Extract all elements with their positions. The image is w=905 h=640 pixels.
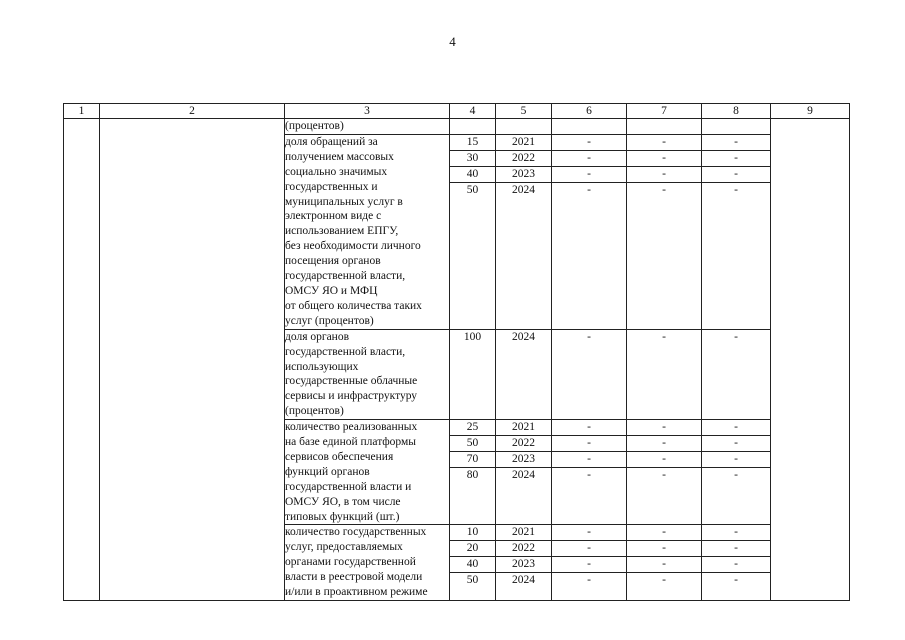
target-value-cell xyxy=(450,525,496,601)
col6-value: - xyxy=(587,183,591,196)
col7-value: - xyxy=(627,525,701,541)
col6-value: - xyxy=(552,151,626,167)
col6-value-cell xyxy=(552,525,627,601)
indicator-line: доля органов xyxy=(285,330,350,343)
col8-value: - xyxy=(734,183,738,196)
col7-value-cell xyxy=(627,420,702,525)
col8-value: - xyxy=(702,436,770,452)
col9-cell xyxy=(771,119,850,601)
col8-value-cell xyxy=(702,420,771,525)
table-body xyxy=(64,104,850,601)
target-value-cell xyxy=(450,119,496,135)
page-number: 4 xyxy=(449,34,456,49)
year: 2024 xyxy=(512,330,535,343)
col7-value: - xyxy=(627,167,701,183)
indicator-line: государственной власти, xyxy=(285,270,406,283)
col6-value: - xyxy=(587,330,591,343)
indicator-line: получением массовых xyxy=(285,150,394,163)
year: 2021 xyxy=(496,420,551,436)
indicator-line: ОМСУ ЯО, в том числе xyxy=(285,495,401,508)
year-cell xyxy=(496,119,552,135)
indicator-line: ОМСУ ЯО и МФЦ xyxy=(285,284,378,297)
indicator-line: услуг (процентов) xyxy=(285,314,374,327)
col7-value-cell xyxy=(627,525,702,601)
indicator-line: использующих xyxy=(285,360,359,373)
column-header: 7 xyxy=(627,104,702,119)
target-value: 20 xyxy=(450,541,495,557)
col7-value: - xyxy=(627,420,701,436)
col7-value: - xyxy=(627,151,701,167)
year: 2022 xyxy=(496,151,551,167)
target-value: 40 xyxy=(450,167,495,183)
column-header: 9 xyxy=(771,104,850,119)
column-header: 5 xyxy=(496,104,552,119)
col1-cell xyxy=(64,119,100,601)
col7-value: - xyxy=(627,557,701,573)
indicator-line: использованием ЕПГУ, xyxy=(285,225,399,238)
indicator-line: электронном виде с xyxy=(285,210,382,223)
indicator-line: посещения органов xyxy=(285,255,381,268)
indicator-line: социально значимых xyxy=(285,165,388,178)
target-value: 30 xyxy=(450,151,495,167)
col8-value: - xyxy=(702,557,770,573)
col8-value: - xyxy=(702,541,770,557)
indicator-line: услуг, предоставляемых xyxy=(285,541,403,554)
column-header: 1 xyxy=(64,104,100,119)
column-number-row xyxy=(64,104,850,119)
year: 2022 xyxy=(496,436,551,452)
col7-value: - xyxy=(627,436,701,452)
target-value: 100 xyxy=(463,330,482,343)
col8-value: - xyxy=(702,452,770,468)
col7-value-cell xyxy=(627,329,702,419)
col8-value-cell xyxy=(702,525,771,601)
indicator-line: от общего количества таких xyxy=(285,299,422,312)
indicator-line: количество реализованных xyxy=(285,421,418,434)
indicator-line: сервисов обеспечения xyxy=(285,450,394,463)
col7-value-cell xyxy=(627,119,702,135)
indicator-line: (процентов) xyxy=(285,120,344,132)
col7-value: - xyxy=(662,574,666,587)
col8-value: - xyxy=(734,468,738,481)
col7-value: - xyxy=(627,135,701,151)
col8-value-cell xyxy=(702,134,771,329)
col8-value: - xyxy=(702,151,770,167)
col7-value: - xyxy=(627,541,701,557)
target-value-cell xyxy=(450,420,496,525)
target-value: 80 xyxy=(466,468,479,481)
col8-value: - xyxy=(702,525,770,541)
indicator-line: доля обращений за xyxy=(285,135,378,148)
column-header: 2 xyxy=(100,104,285,119)
col8-value: - xyxy=(734,574,738,587)
col8-value: - xyxy=(702,167,770,183)
target-value: 25 xyxy=(450,420,495,436)
indicator-line: власти в реестровой модели xyxy=(285,571,423,584)
target-value: 50 xyxy=(450,436,495,452)
year: 2023 xyxy=(496,452,551,468)
col6-value: - xyxy=(587,574,591,587)
column-header: 3 xyxy=(285,104,450,119)
indicator-line: (процентов) xyxy=(285,405,344,418)
year-cell xyxy=(496,329,552,419)
indicator-line: государственных и xyxy=(285,180,378,193)
table-row xyxy=(64,119,850,135)
target-value: 50 xyxy=(466,183,479,196)
indicator-line: государственной власти, xyxy=(285,345,406,358)
indicator-cell xyxy=(285,329,450,419)
col6-value: - xyxy=(552,135,626,151)
indicator-line: государственные облачные xyxy=(285,375,418,388)
target-value-cell xyxy=(450,134,496,329)
col7-value: - xyxy=(662,330,666,343)
indicator-line: функций органов xyxy=(285,465,370,478)
col8-value-cell xyxy=(702,119,771,135)
indicator-line: на базе единой платформы xyxy=(285,436,417,449)
indicator-cell xyxy=(285,420,450,525)
target-value: 10 xyxy=(450,525,495,541)
col6-value: - xyxy=(552,557,626,573)
col2-cell xyxy=(100,119,285,601)
indicator-cell xyxy=(285,119,450,135)
target-value: 50 xyxy=(466,574,479,587)
indicator-cell xyxy=(285,134,450,329)
col6-value-cell xyxy=(552,329,627,419)
year-cell xyxy=(496,525,552,601)
indicator-table xyxy=(63,103,850,601)
column-header: 8 xyxy=(702,104,771,119)
indicator-line: муниципальных услуг в xyxy=(285,195,403,208)
indicator-line: и/или в проактивном режиме xyxy=(285,586,428,599)
col8-value-cell xyxy=(702,329,771,419)
target-value: 70 xyxy=(450,452,495,468)
col6-value-cell xyxy=(552,134,627,329)
col6-value-cell xyxy=(552,420,627,525)
col7-value: - xyxy=(627,452,701,468)
year: 2023 xyxy=(496,557,551,573)
col6-value: - xyxy=(552,541,626,557)
indicator-line: количество государственных xyxy=(285,526,427,539)
column-header: 6 xyxy=(552,104,627,119)
col7-value: - xyxy=(662,183,666,196)
col6-value: - xyxy=(552,452,626,468)
target-value: 40 xyxy=(450,557,495,573)
year-cell xyxy=(496,420,552,525)
col6-value-cell xyxy=(552,119,627,135)
col7-value: - xyxy=(662,468,666,481)
year: 2023 xyxy=(496,167,551,183)
indicator-line: сервисы и инфраструктуру xyxy=(285,390,418,403)
col6-value: - xyxy=(552,525,626,541)
year: 2022 xyxy=(496,541,551,557)
indicator-line: типовых функций (шт.) xyxy=(285,510,400,523)
target-value-cell xyxy=(450,329,496,419)
col6-value: - xyxy=(552,436,626,452)
col6-value: - xyxy=(552,420,626,436)
indicator-line: государственной власти и xyxy=(285,480,412,493)
col8-value: - xyxy=(734,330,738,343)
year: 2024 xyxy=(512,183,535,196)
year-cell xyxy=(496,134,552,329)
col8-value: - xyxy=(702,135,770,151)
year: 2024 xyxy=(512,574,535,587)
indicator-line: органами государственной xyxy=(285,556,416,569)
year: 2021 xyxy=(496,525,551,541)
col8-value: - xyxy=(702,420,770,436)
col6-value: - xyxy=(587,468,591,481)
indicator-line: без необходимости личного xyxy=(285,240,421,253)
year: 2021 xyxy=(496,135,551,151)
column-header: 4 xyxy=(450,104,496,119)
col7-value-cell xyxy=(627,134,702,329)
col6-value: - xyxy=(552,167,626,183)
target-value: 15 xyxy=(450,135,495,151)
indicator-cell xyxy=(285,525,450,601)
year: 2024 xyxy=(512,468,535,481)
